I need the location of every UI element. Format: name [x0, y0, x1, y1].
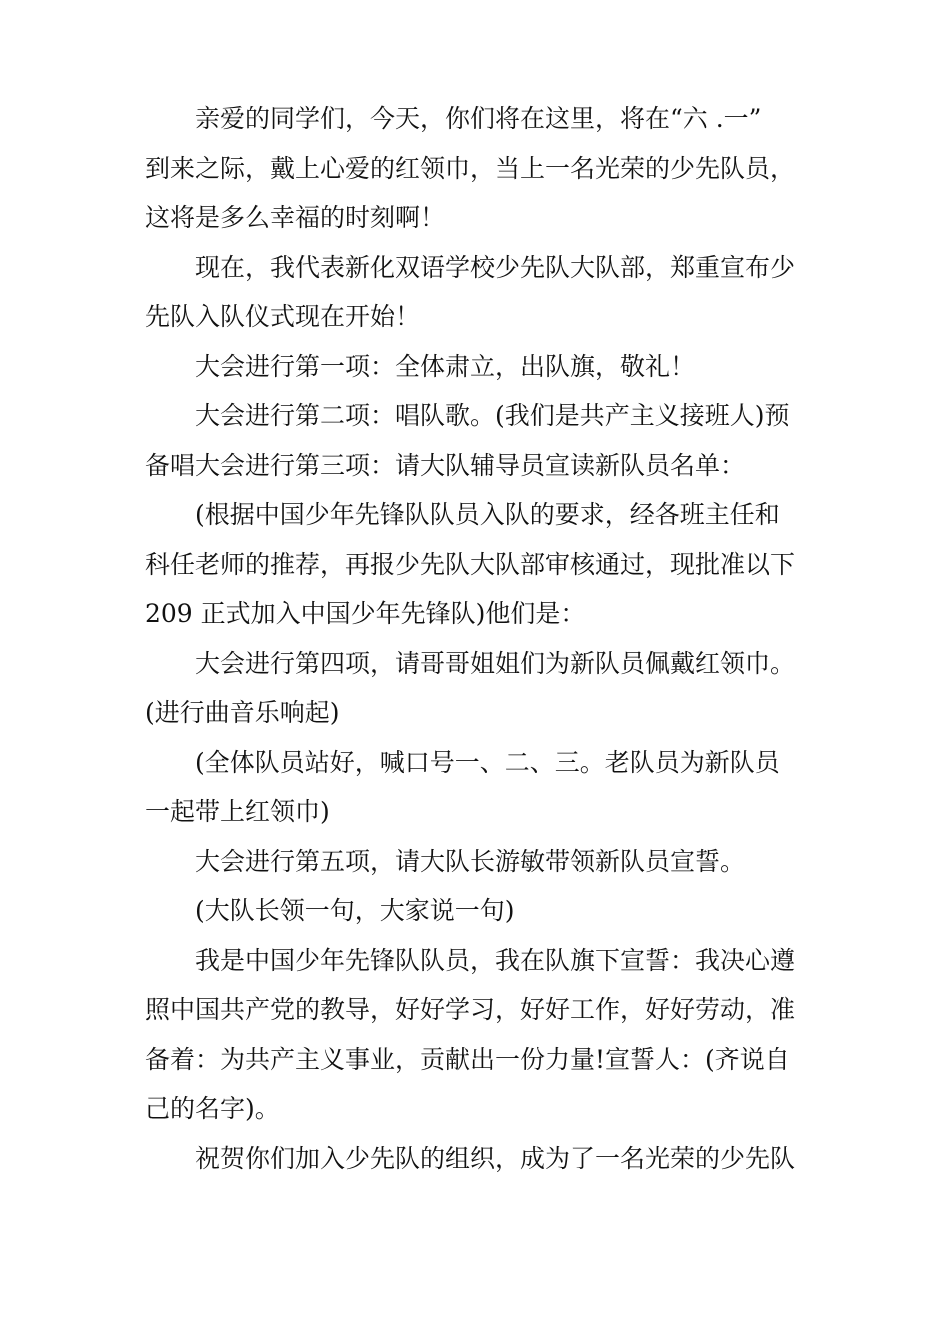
paragraph-line: 大会进行第一项：全体肃立，出队旗，敬礼！ [195, 351, 696, 381]
paragraph-line: 大会进行第四项，请哥哥姐姐们为新队员佩戴红领巾。 [195, 648, 796, 678]
paragraph-line: 照中国共产党的教导，好好学习，好好工作，好好劳动，准 [145, 995, 796, 1024]
paragraph-line: (全体队员站好，喊口号一、二、三。老队员为新队员 [195, 747, 780, 777]
paragraph-line: 这将是多么幸福的时刻啊！ [145, 203, 446, 232]
document-body [145, 94, 815, 1183]
paragraph-line: 一起带上红领巾) [145, 797, 330, 826]
paragraph-line: 209 正式加入中国少年先锋队)他们是： [145, 599, 586, 628]
paragraph-line: 到来之际，戴上心爱的红领巾，当上一名光荣的少先队员， [145, 153, 796, 183]
paragraph-line: 备唱大会进行第三项：请大队辅导员宣读新队员名单： [145, 450, 746, 480]
paragraph-line: 我是中国少年先锋队队员，我在队旗下宣誓：我决心遵 [195, 945, 796, 975]
paragraph-line: 亲爱的同学们，今天，你们将在这里，将在“六 .一” [195, 104, 762, 133]
paragraph-line: (根据中国少年先锋队队员入队的要求，经各班主任和 [195, 500, 780, 529]
paragraph-line: 先队入队仪式现在开始！ [145, 302, 421, 331]
paragraph-line: 备着：为共产主义事业，贡献出一份力量!宣誓人：(齐说自 [145, 1044, 790, 1074]
paragraph-line: (进行曲音乐响起) [145, 698, 340, 727]
paragraph-line: 己的名字)。 [145, 1094, 280, 1123]
paragraph-line: (大队长领一句，大家说一句) [195, 896, 515, 925]
paragraph-line: 祝贺你们加入少先队的组织，成为了一名光荣的少先队 [195, 1143, 796, 1173]
paragraph-line: 科任老师的推荐，再报少先队大队部审核通过，现批准以下 [145, 549, 796, 579]
paragraph-line: 大会进行第五项，请大队长游敏带领新队员宣誓。 [195, 846, 746, 876]
paragraph-line: 大会进行第二项：唱队歌。(我们是共产主义接班人)预 [195, 401, 790, 430]
paragraph-line: 现在，我代表新化双语学校少先队大队部，郑重宣布少 [195, 252, 796, 282]
